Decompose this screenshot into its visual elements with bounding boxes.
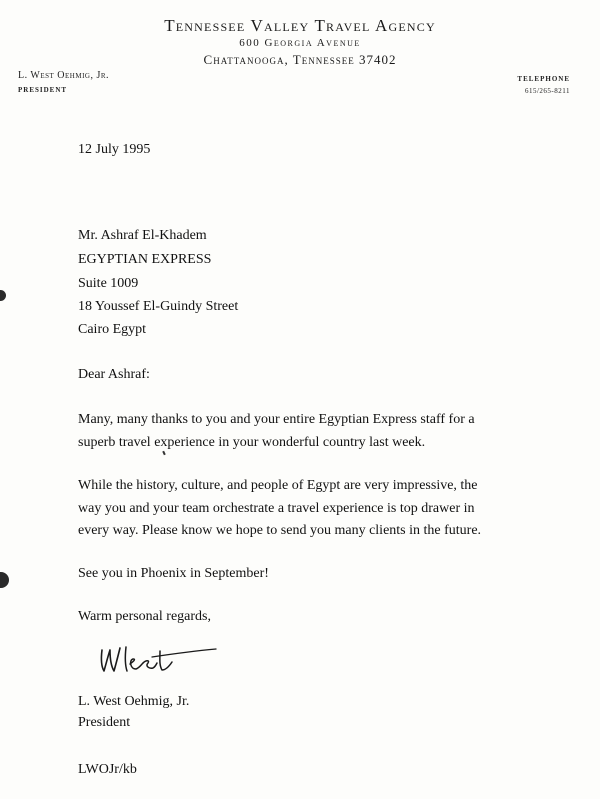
letterhead-city: Chattanooga, Tennessee 37402 <box>203 52 397 67</box>
scan-speck <box>162 451 166 455</box>
recipient-company: EGYPTIAN EXPRESS <box>78 252 212 267</box>
paragraph-1-line-2: superb travel experience in your wonderful country last week. <box>78 435 426 450</box>
letterhead-sender-name: L. West Oehmig, Jr. <box>18 70 110 81</box>
letterhead-street: 600 Georgia Avenue <box>239 37 361 49</box>
telephone-number: 615/265-8211 <box>524 87 570 95</box>
paragraph-2-line-1: While the history, culture, and people of Egypt are very impressive, the <box>78 478 478 493</box>
paragraph-3: See you in Phoenix in September! <box>78 566 269 581</box>
recipient-street: 18 Youssef El-Guindy Street <box>78 299 239 314</box>
signer-name: L. West Oehmig, Jr. <box>78 694 190 709</box>
handwritten-signature <box>96 638 224 680</box>
letterhead-sender-title: PRESIDENT <box>18 86 68 94</box>
letterhead-telephone-block <box>517 75 570 95</box>
recipient-name: Mr. Ashraf El-Khadem <box>78 228 207 243</box>
paragraph-2-line-2: way you and your team orchestrate a travel experience is top drawer in <box>78 501 475 516</box>
closing: Warm personal regards, <box>78 609 211 624</box>
recipient-city: Cairo Egypt <box>78 322 147 337</box>
signer-title: President <box>78 715 131 730</box>
paragraph-1-line-1: Many, many thanks to you and your entire Egyptian Express staff for a <box>78 412 475 427</box>
punch-hole-mark <box>0 572 9 588</box>
typist-initials: LWOJr/kb <box>78 762 137 777</box>
paragraph-2-line-3: every way. Please know we hope to send you many clients in the future. <box>78 523 482 538</box>
recipient-suite: Suite 1009 <box>78 276 139 291</box>
letter-date: 12 July 1995 <box>78 142 151 157</box>
punch-hole-mark <box>0 290 6 301</box>
letterhead-sender-block <box>18 70 109 94</box>
letterhead-agency-name: Tennessee Valley Travel Agency <box>164 16 436 35</box>
telephone-label: TELEPHONE <box>517 75 570 83</box>
salutation: Dear Ashraf: <box>78 367 150 382</box>
